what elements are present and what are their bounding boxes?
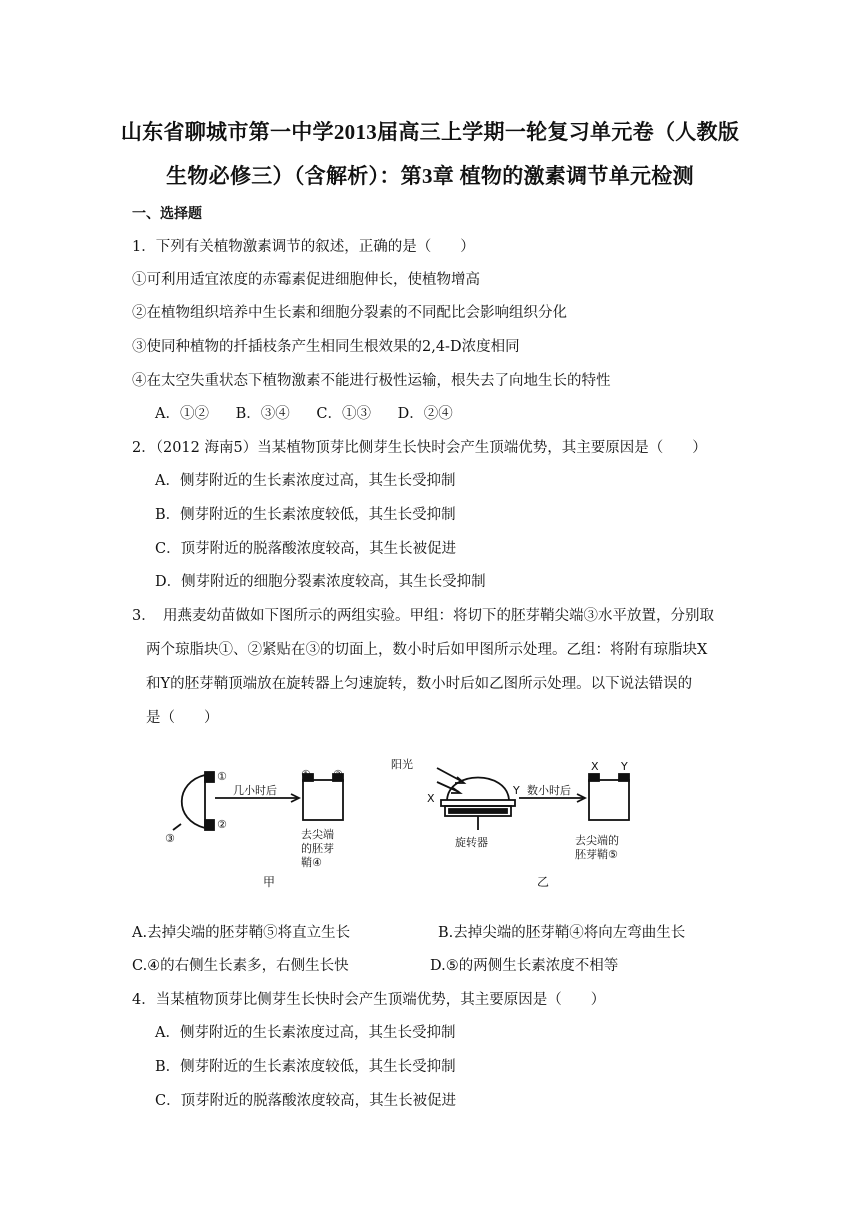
- jia-arrow-label: 几小时后: [233, 784, 277, 797]
- q3-stem-line2: 两个琼脂块①、②紧贴在③的切面上，数小时后如甲图所示处理。乙组：将附有琼脂块X: [146, 642, 708, 658]
- q1-options: [155, 404, 475, 424]
- q4-stem: 4．当某植物顶芽比侧芽生长快时会产生顶端优势，其主要原因是（ ）: [132, 992, 606, 1008]
- q3-stem-line3: 和Y的胚芽鞘顶端放在旋转器上匀速旋转，数小时后如乙图所示处理。以下说法错误的: [146, 676, 693, 692]
- jia-caption: 甲: [263, 875, 276, 889]
- q4-option-a: A．侧芽附近的生长素浓度过高，其生长受抑制: [155, 1025, 456, 1041]
- q3-stem-line4: 是（ ）: [146, 710, 219, 726]
- label-2: ②: [217, 818, 227, 831]
- q3-stem-line1: 3． 用燕麦幼苗做如下图所示的两组实验。甲组：将切下的胚芽鞘尖端③水平放置，分别取: [132, 608, 714, 624]
- q3-option-a: A.去掉尖端的胚芽鞘⑤将直立生长: [132, 925, 351, 941]
- q1-statement-3: ③使同种植物的扦插枝条产生相同生根效果的2,4-D浓度相同: [132, 339, 520, 355]
- coleoptile-tip-shape: [182, 775, 205, 828]
- q3-option-c: C.④的右侧生长素多，右侧生长快: [132, 958, 349, 974]
- section-heading: 一、选择题: [132, 206, 202, 222]
- yi-arrow-label: 数小时后: [527, 784, 571, 797]
- q2-stem: 2．（2012 海南5）当某植物顶芽比侧芽生长快时会产生顶端优势，其主要原因是（ ）: [132, 440, 707, 456]
- yi-box-label-1: 去尖端的: [575, 834, 619, 847]
- q2-option-a: A．侧芽附近的生长素浓度过高，其生长受抑制: [155, 473, 456, 489]
- yi-box-label-2: 胚芽鞘⑤: [575, 848, 618, 861]
- label-3: ③: [165, 832, 175, 845]
- q1-statement-1: ①可利用适宜浓度的赤霉素促进细胞伸长，使植物增高: [132, 272, 480, 288]
- svg-text:②: ②: [333, 768, 343, 781]
- q1-option-b: B．③④: [235, 406, 290, 422]
- q1-statement-4: ④在太空失重状态下植物激素不能进行极性运输，根失去了向地生长的特性: [132, 373, 611, 389]
- q2-option-c: C．顶芽附近的脱落酸浓度较高，其生长被促进: [155, 541, 457, 557]
- agar-block-2: [205, 820, 214, 830]
- q1-option-d: D．②④: [397, 406, 453, 422]
- jia-box-label-1: 去尖端: [301, 828, 334, 841]
- yi-caption: 乙: [537, 875, 550, 889]
- q1-statement-2: ②在植物组织培养中生长素和细胞分裂素的不同配比会影响组织分化: [132, 305, 567, 321]
- q3-option-d: D.⑤的两侧生长素浓度不相等: [430, 958, 619, 974]
- agar-block-1: [205, 772, 214, 782]
- box-label-x: X: [591, 760, 599, 773]
- q1-option-c: C．①③: [316, 406, 371, 422]
- q1-option-a: A．①②: [155, 406, 209, 422]
- experiment-figure: [165, 750, 685, 890]
- svg-text:①: ①: [301, 768, 311, 781]
- q2-option-d: D．侧芽附近的细胞分裂素浓度较高，其生长受抑制: [155, 574, 486, 590]
- q4-option-c: C．顶芽附近的脱落酸浓度较高，其生长被促进: [155, 1093, 457, 1109]
- label-1: ①: [217, 770, 227, 783]
- q3-option-b: B.去掉尖端的胚芽鞘④将向左弯曲生长: [438, 925, 686, 941]
- jia-box-label-3: 鞘④: [301, 856, 322, 869]
- q4-option-b: B．侧芽附近的生长素浓度较低，其生长受抑制: [155, 1059, 456, 1075]
- rotator-label: 旋转器: [455, 836, 488, 849]
- coleoptile-box-5: [589, 780, 629, 820]
- doc-title-line1: 山东省聊城市第一中学2013届高三上学期一轮复习单元卷（人教版: [120, 120, 740, 144]
- jia-box-label-2: 的胚芽: [301, 842, 334, 855]
- q2-option-b: B．侧芽附近的生长素浓度较低，其生长受抑制: [155, 507, 456, 523]
- label-y: Y: [513, 784, 520, 797]
- label-x: X: [427, 792, 435, 805]
- doc-title-line2: 生物必修三）（含解析）：第3章 植物的激素调节单元检测: [166, 164, 694, 188]
- q1-stem: 1．下列有关植物激素调节的叙述，正确的是（ ）: [132, 239, 475, 255]
- coleoptile-box-4: [303, 780, 343, 820]
- box-label-y: Y: [621, 760, 628, 773]
- coleoptile-dome: [447, 778, 509, 801]
- sunlight-label: 阳光: [391, 758, 413, 771]
